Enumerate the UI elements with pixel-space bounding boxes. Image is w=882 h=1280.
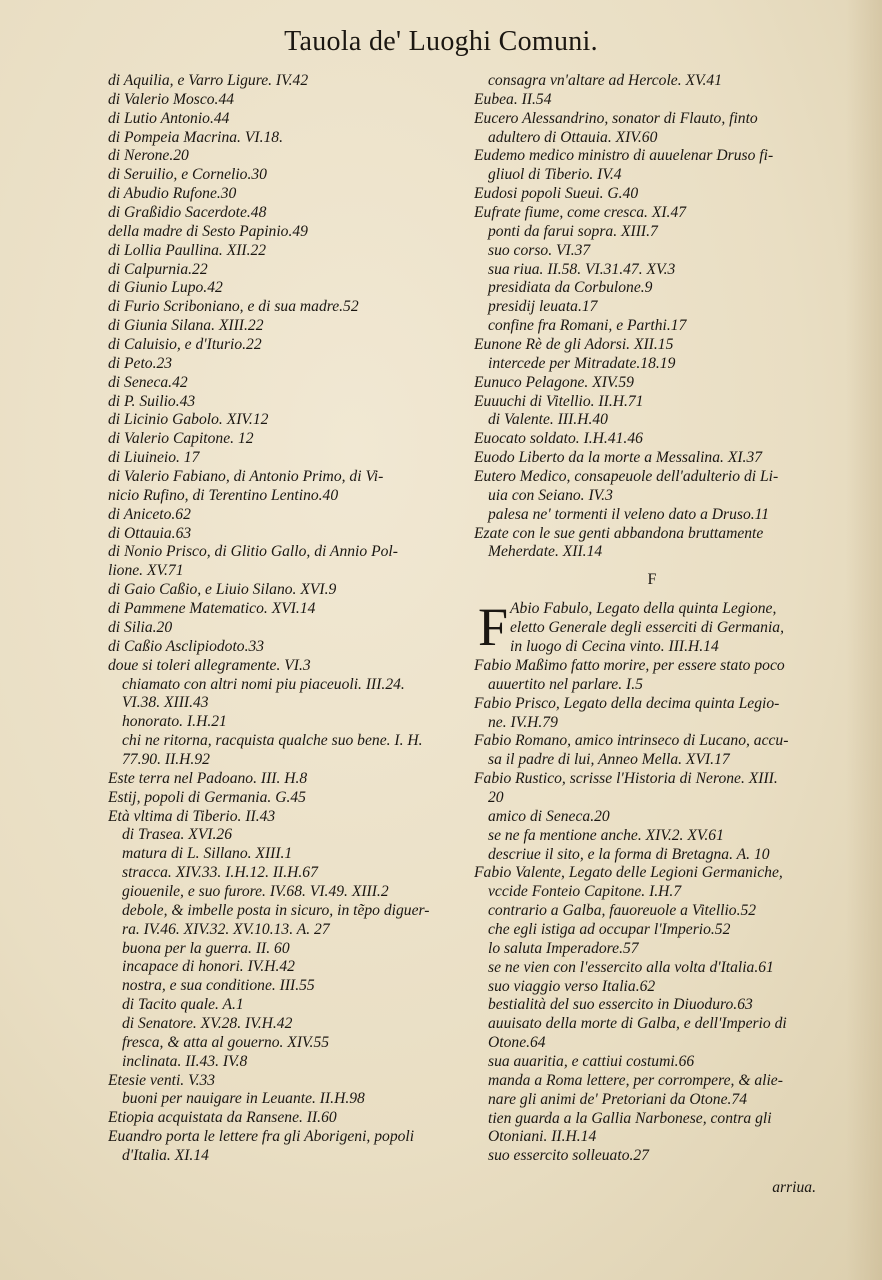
index-entry-line: suo essercito solleuato.27: [488, 1147, 649, 1165]
right-column: [474, 72, 830, 1166]
index-entry-line: in luogo di Cecina vinto. III.H.14: [510, 638, 719, 656]
index-entry-line: di Seneca.42: [108, 373, 188, 391]
catchword: arriua.: [772, 1179, 816, 1196]
index-entry-line: di Aniceto.62: [108, 505, 191, 523]
index-entry-line: lo saluta Imperadore.57: [488, 939, 639, 957]
index-entry-line: nicio Rufino, di Terentino Lentino.40: [108, 486, 339, 504]
index-entry-line: debole, & imbelle posta in sicuro, in tẽpo diguer-: [122, 901, 430, 919]
index-entry-line: Fabio Prisco, Legato della decima quinta Legio-: [474, 694, 780, 712]
index-entry-line: contrario a Galba, fauoreuole a Vitellio.52: [488, 902, 757, 920]
index-entry-line: sa il padre di lui, Anneo Mella. XVI.17: [488, 751, 730, 769]
index-entry-line: di Nonio Prisco, di Glitio Gallo, di Annio Pol-: [108, 543, 398, 561]
index-entry-line: Euandro porta le lettere fra gli Aborigeni, popoli: [108, 1128, 415, 1146]
index-entry-line: di Abudio Rufone.30: [108, 185, 237, 203]
index-entry-line: chi ne ritorna, racquista qualche suo bene. I. H.: [122, 732, 423, 750]
index-entry-line: di Nerone.20: [108, 147, 189, 165]
index-entry-line: 20: [488, 788, 504, 806]
index-entry-line: di Peto.23: [108, 354, 173, 372]
index-entry-line: di Valente. III.H.40: [488, 411, 608, 429]
index-entry-line: adultero di Ottauia. XIV.60: [488, 128, 658, 146]
index-entry-line: buona per la guerra. II. 60: [122, 939, 290, 957]
index-entry-line: manda a Roma lettere, per corrompere, & alie-: [488, 1071, 783, 1089]
index-entry-line: d'Italia. XI.14: [122, 1146, 209, 1164]
index-entry-line: Euuuchi di Vitellio. II.H.71: [474, 392, 644, 410]
index-entry-line: Fabio Valente, Legato delle Legioni Germaniche,: [474, 864, 783, 882]
index-entry-line: Euodo Liberto da la morte a Messalina. XI.37: [474, 449, 763, 467]
drop-cap-initial: F: [478, 597, 509, 658]
index-entry-line: uia con Seiano. IV.3: [488, 486, 613, 504]
index-entry-line: buoni per nauigare in Leuante. II.H.98: [122, 1090, 365, 1108]
index-entry-line: matura di L. Sillano. XIII.1: [122, 845, 293, 863]
index-entry-line: nostra, e sua conditione. III.55: [122, 977, 315, 995]
index-entry-line: ponti da farui sopra. XIII.7: [488, 222, 658, 240]
index-entry-line: Fabio Maßimo fatto morire, per essere stato poco: [474, 656, 785, 674]
section-f: [474, 597, 830, 1166]
index-entry-line: inclinata. II.43. IV.8: [122, 1052, 248, 1070]
index-entry-line: intercede per Mitradate.18.19: [488, 354, 676, 372]
index-entry-line: di Tacito quale. A.1: [122, 996, 244, 1014]
index-entry-line: Eudemo medico ministro di auuelenar Druso fi-: [474, 147, 774, 165]
index-entry-line: della madre di Sesto Papinio.49: [108, 222, 308, 240]
index-entry-line: di Lollia Paullina. XII.22: [108, 241, 267, 259]
index-entry-line: stracca. XIV.33. I.H.12. II.H.67: [122, 864, 318, 882]
index-entry-line: di Calpurnia.22: [108, 260, 208, 278]
index-entry-line: di Seruilio, e Cornelio.30: [108, 166, 267, 184]
index-entry-line: giouenile, e suo furore. IV.68. VI.49. XIII.2: [122, 882, 389, 900]
index-entry-line: amico di Seneca.20: [488, 807, 610, 825]
index-entry-line: suo corso. VI.37: [488, 241, 591, 259]
index-entry-line: Euocato soldato. I.H.41.46: [474, 430, 643, 448]
index-entry-line: di Liuineio. 17: [108, 449, 200, 467]
index-entry-line: di Furio Scriboniano, e di sua madre.52: [108, 298, 359, 316]
page-header: Tauola de' Luoghi Comuni.: [284, 26, 598, 57]
index-entry-line: di Giunio Lupo.42: [108, 279, 223, 297]
index-entry-line: che egli istiga ad occupar l'Imperio.52: [488, 920, 731, 938]
index-entry-line: Etesie venti. V.33: [108, 1071, 216, 1089]
index-entry-line: di Licinio Gabolo. XIV.12: [108, 411, 269, 429]
index-entry-line: suo viaggio verso Italia.62: [488, 977, 656, 995]
index-entry-line: Eubea. II.54: [474, 90, 552, 108]
index-entry-line: di Senatore. XV.28. IV.H.42: [122, 1014, 293, 1032]
index-entry-line: di Giunia Silana. XIII.22: [108, 317, 264, 335]
index-entry-line: Eudosi popoli Sueui. G.40: [474, 185, 639, 203]
index-entry-line: di Valerio Fabiano, di Antonio Primo, di Vi-: [108, 468, 384, 486]
index-entry-line: Eutero Medico, consapeuole dell'adulterio di Li-: [474, 468, 779, 486]
index-entry-line: nare gli animi de' Pretoriani da Otone.74: [488, 1090, 748, 1108]
index-entry-line: Etiopia acquistata da Ransene. II.60: [108, 1109, 337, 1127]
index-entry-line: ra. IV.46. XIV.32. XV.10.13. A. 27: [122, 920, 330, 938]
index-entry-line: di Caßio Asclipiodoto.33: [108, 637, 265, 655]
index-entry-line: di Trasea. XVI.26: [122, 826, 233, 844]
index-entry-line: presidij leuata.17: [488, 298, 598, 316]
index-entry-line: fresca, & atta al gouerno. XIV.55: [122, 1033, 330, 1051]
index-entry-line: di Caluisio, e d'Iturio.22: [108, 336, 262, 354]
index-entry-line: Età vltima di Tiberio. II.43: [108, 807, 276, 825]
index-entry-line: di Graßidio Sacerdote.48: [108, 204, 267, 222]
index-entry-line: doue si toleri allegramente. VI.3: [108, 656, 311, 674]
index-entry-line: di Ottauia.63: [108, 524, 192, 542]
index-entry-line: confine fra Romani, e Parthi.17: [488, 317, 687, 335]
index-entry-line: gliuol di Tiberio. IV.4: [488, 166, 622, 184]
index-entry-line: honorato. I.H.21: [122, 713, 227, 731]
index-entry-line: chiamato con altri nomi piu piaceuoli. III.24.: [122, 675, 405, 693]
index-entry-line: di P. Suilio.43: [108, 392, 196, 410]
index-entry-line: Otoniani. II.H.14: [488, 1128, 597, 1146]
index-entry-line: di Valerio Capitone. 12: [108, 430, 254, 448]
index-entry-line: vccide Fonteio Capitone. I.H.7: [488, 883, 682, 901]
index-entry-line: palesa ne' tormenti il veleno dato a Druso.11: [488, 505, 770, 523]
index-entry-line: se ne vien con l'essercito alla volta d'Italia.61: [488, 958, 774, 976]
index-entry-line: Estij, popoli di Germania. G.45: [108, 788, 306, 806]
index-entry-line: VI.38. XIII.43: [122, 694, 209, 712]
index-entry-line: Eufrate fiume, come cresca. XI.47: [474, 204, 687, 222]
index-entry-line: lione. XV.71: [108, 562, 184, 580]
index-entry-line: Este terra nel Padoano. III. H.8: [108, 769, 308, 787]
left-column: [108, 72, 470, 1166]
index-entry-line: auuertito nel parlare. I.5: [488, 675, 643, 693]
index-entry-line: di Pompeia Macrina. VI.18.: [108, 128, 283, 146]
index-entry-line: Eucero Alessandrino, sonator di Flauto, finto: [474, 109, 758, 127]
index-entry-line: Fabio Rustico, scrisse l'Historia di Nerone. XIII.: [474, 770, 778, 788]
section-letter: F: [647, 571, 657, 589]
index-entry-line: eletto Generale degli esserciti di Germania,: [510, 619, 784, 637]
index-entry-line: auuisato della morte di Galba, e dell'Imperio di: [488, 1015, 787, 1033]
index-entry-line: di Gaio Caßio, e Liuio Silano. XVI.9: [108, 581, 337, 599]
index-entry-line: Fabio Romano, amico intrinseco di Lucano, accu-: [474, 732, 789, 750]
index-entry-line: di Aquilia, e Varro Ligure. IV.42: [108, 72, 309, 89]
index-entry-line: incapace di honori. IV.H.42: [122, 958, 295, 976]
index-entry-line: ne. IV.H.79: [488, 713, 558, 731]
index-entry-line: bestialità del suo essercito in Diuoduro.63: [488, 996, 753, 1014]
index-entry-line: di Valerio Mosco.44: [108, 90, 235, 108]
index-entry-line: di Silia.20: [108, 618, 173, 636]
index-entry-line: di Lutio Antonio.44: [108, 109, 230, 127]
index-entry-line: sua auaritia, e cattiui costumi.66: [488, 1052, 695, 1070]
index-entry-line: Eunone Rè de gli Adorsi. XII.15: [474, 336, 674, 354]
index-entry-line: Meherdate. XII.14: [488, 543, 603, 561]
index-entry-line: consagra vn'altare ad Hercole. XV.41: [488, 72, 723, 89]
index-entry-line: Eunuco Pelagone. XIV.59: [474, 373, 634, 391]
index-entry-line: se ne fa mentione anche. XIV.2. XV.61: [488, 826, 724, 844]
index-entry-line: descriue il sito, e la forma di Bretagna. A. 10: [488, 845, 770, 863]
index-entry-line: Otone.64: [488, 1034, 546, 1052]
index-entry-line: tien guarda a la Gallia Narbonese, contra gli: [488, 1109, 772, 1127]
page-edge-shadow: [846, 0, 882, 1280]
index-entry-line: Abio Fabulo, Legato della quinta Legione,: [510, 600, 777, 618]
index-entry-line: sua riua. II.58. VI.31.47. XV.3: [488, 260, 676, 278]
index-entry-line: di Pammene Matematico. XVI.14: [108, 600, 316, 618]
index-entry-line: Ezate con le sue genti abbandona bruttamente: [474, 524, 764, 542]
index-entry-line: 77.90. II.H.92: [122, 750, 210, 768]
index-entry-line: presidiata da Corbulone.9: [488, 279, 653, 297]
